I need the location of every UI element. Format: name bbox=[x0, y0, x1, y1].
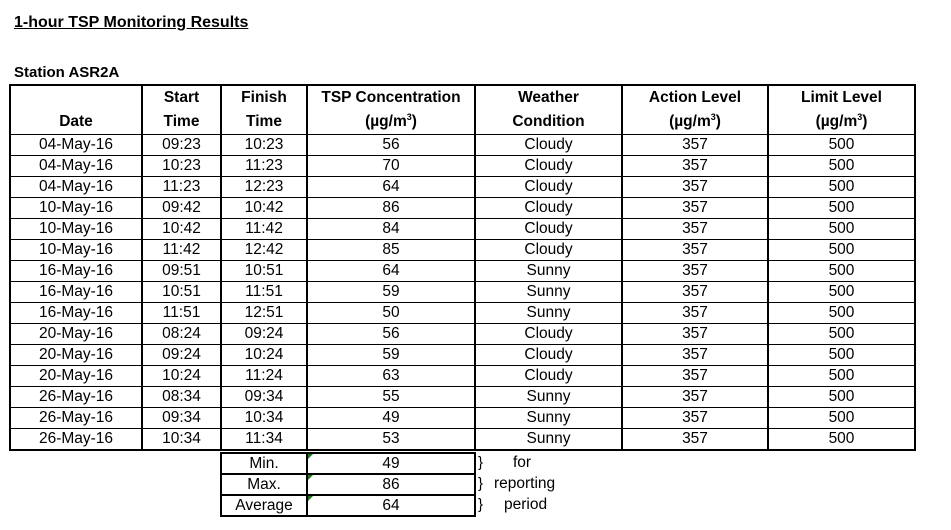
table-row bbox=[10, 261, 915, 282]
tsp-value-cell: 59 bbox=[307, 345, 475, 366]
table-row bbox=[10, 324, 915, 345]
date-cell: 20-May-16 bbox=[10, 324, 142, 345]
action-level-cell: 357 bbox=[622, 366, 768, 387]
limit-level-cell: 500 bbox=[768, 408, 915, 429]
start-time-cell: 10:51 bbox=[142, 282, 221, 303]
limit-level-cell: 500 bbox=[768, 219, 915, 240]
date-cell: 16-May-16 bbox=[10, 303, 142, 324]
finish-time-cell: 10:23 bbox=[221, 135, 307, 156]
summary-row bbox=[221, 495, 475, 516]
action-level-cell: 357 bbox=[622, 303, 768, 324]
date-cell: 20-May-16 bbox=[10, 366, 142, 387]
brace-symbol: } bbox=[478, 475, 484, 492]
tsp-value-cell: 49 bbox=[307, 408, 475, 429]
start-time-cell: 11:23 bbox=[142, 177, 221, 198]
note-reporting: reporting bbox=[494, 475, 556, 492]
header-date: Date bbox=[10, 85, 142, 135]
start-time-cell: 11:51 bbox=[142, 303, 221, 324]
start-time-cell: 08:24 bbox=[142, 324, 221, 345]
limit-level-cell: 500 bbox=[768, 198, 915, 219]
finish-time-cell: 09:24 bbox=[221, 324, 307, 345]
tsp-value-cell: 86 bbox=[307, 198, 475, 219]
start-time-cell: 11:42 bbox=[142, 240, 221, 261]
summary-label: Min. bbox=[221, 453, 307, 474]
limit-level-cell: 500 bbox=[768, 261, 915, 282]
tsp-value-cell: 56 bbox=[307, 324, 475, 345]
tsp-value-cell: 50 bbox=[307, 303, 475, 324]
date-cell: 20-May-16 bbox=[10, 345, 142, 366]
header-limit-level: Limit Level $(\mu g/m^3)$ bbox=[768, 85, 915, 135]
date-cell: 10-May-16 bbox=[10, 240, 142, 261]
tsp-value-cell: 64 bbox=[307, 261, 475, 282]
limit-level-cell: 500 bbox=[768, 387, 915, 408]
finish-time-cell: 10:51 bbox=[221, 261, 307, 282]
note-for: for bbox=[513, 454, 532, 471]
weather-cell: Cloudy bbox=[475, 135, 622, 156]
weather-cell: Cloudy bbox=[475, 198, 622, 219]
finish-time-cell: 11:24 bbox=[221, 366, 307, 387]
table-row bbox=[10, 198, 915, 219]
brace-symbol: } bbox=[478, 454, 484, 471]
summary-row bbox=[221, 474, 475, 495]
weather-cell: Cloudy bbox=[475, 177, 622, 198]
table-row bbox=[10, 156, 915, 177]
start-time-cell: 09:42 bbox=[142, 198, 221, 219]
weather-cell: Sunny bbox=[475, 387, 622, 408]
header-finish-time: Finish Time bbox=[221, 85, 307, 135]
table-row bbox=[10, 429, 915, 451]
date-cell: 16-May-16 bbox=[10, 282, 142, 303]
finish-time-cell: 11:51 bbox=[221, 282, 307, 303]
monitoring-results-table bbox=[9, 84, 916, 451]
finish-time-cell: 10:34 bbox=[221, 408, 307, 429]
action-level-cell: 357 bbox=[622, 156, 768, 177]
start-time-cell: 10:42 bbox=[142, 219, 221, 240]
header-action-level: Action Level $(\mu g/m^3)$ bbox=[622, 85, 768, 135]
start-time-cell: 09:23 bbox=[142, 135, 221, 156]
finish-time-cell: 09:34 bbox=[221, 387, 307, 408]
table-body bbox=[10, 135, 915, 451]
tsp-value-cell: 84 bbox=[307, 219, 475, 240]
tsp-value-cell: 56 bbox=[307, 135, 475, 156]
table-row bbox=[10, 219, 915, 240]
summary-value: 49 bbox=[307, 453, 475, 474]
date-cell: 04-May-16 bbox=[10, 135, 142, 156]
summary-value: 86 bbox=[307, 474, 475, 495]
table-header-row bbox=[10, 85, 915, 135]
action-level-cell: 357 bbox=[622, 429, 768, 451]
start-time-cell: 09:24 bbox=[142, 345, 221, 366]
header-tsp-concentration: TSP Concentration $(\mu g/m^3)$ bbox=[307, 85, 475, 135]
weather-cell: Cloudy bbox=[475, 240, 622, 261]
tsp-value-cell: 64 bbox=[307, 177, 475, 198]
weather-cell: Cloudy bbox=[475, 366, 622, 387]
table-row bbox=[10, 303, 915, 324]
action-level-cell: 357 bbox=[622, 324, 768, 345]
date-cell: 26-May-16 bbox=[10, 408, 142, 429]
finish-time-cell: 12:42 bbox=[221, 240, 307, 261]
limit-level-cell: 500 bbox=[768, 177, 915, 198]
station-label: Station ASR2A bbox=[14, 64, 120, 81]
action-level-cell: 357 bbox=[622, 219, 768, 240]
limit-level-cell: 500 bbox=[768, 135, 915, 156]
date-cell: 10-May-16 bbox=[10, 219, 142, 240]
limit-level-cell: 500 bbox=[768, 303, 915, 324]
weather-cell: Cloudy bbox=[475, 345, 622, 366]
action-level-cell: 357 bbox=[622, 198, 768, 219]
tsp-value-cell: 53 bbox=[307, 429, 475, 451]
action-level-cell: 357 bbox=[622, 282, 768, 303]
finish-time-cell: 10:42 bbox=[221, 198, 307, 219]
finish-time-cell: 12:23 bbox=[221, 177, 307, 198]
finish-time-cell: 12:51 bbox=[221, 303, 307, 324]
tsp-value-cell: 70 bbox=[307, 156, 475, 177]
table-row bbox=[10, 240, 915, 261]
weather-cell: Sunny bbox=[475, 261, 622, 282]
header-start-time: Start Time bbox=[142, 85, 221, 135]
weather-cell: Sunny bbox=[475, 408, 622, 429]
weather-cell: Cloudy bbox=[475, 156, 622, 177]
weather-cell: Sunny bbox=[475, 429, 622, 451]
tsp-value-cell: 55 bbox=[307, 387, 475, 408]
limit-level-cell: 500 bbox=[768, 156, 915, 177]
date-cell: 04-May-16 bbox=[10, 177, 142, 198]
weather-cell: Cloudy bbox=[475, 219, 622, 240]
table-row bbox=[10, 282, 915, 303]
limit-level-cell: 500 bbox=[768, 282, 915, 303]
weather-cell: Sunny bbox=[475, 303, 622, 324]
table-row bbox=[10, 345, 915, 366]
table-row bbox=[10, 366, 915, 387]
limit-level-cell: 500 bbox=[768, 429, 915, 451]
start-time-cell: 10:34 bbox=[142, 429, 221, 451]
header-weather-condition: Weather Condition bbox=[475, 85, 622, 135]
table-row bbox=[10, 387, 915, 408]
date-cell: 16-May-16 bbox=[10, 261, 142, 282]
finish-time-cell: 11:23 bbox=[221, 156, 307, 177]
start-time-cell: 10:24 bbox=[142, 366, 221, 387]
action-level-cell: 357 bbox=[622, 135, 768, 156]
note-period: period bbox=[504, 496, 548, 513]
action-level-cell: 357 bbox=[622, 345, 768, 366]
summary-row bbox=[221, 453, 475, 474]
action-level-cell: 357 bbox=[622, 387, 768, 408]
summary-label: Average bbox=[221, 495, 307, 516]
action-level-cell: 357 bbox=[622, 240, 768, 261]
brace-symbol: } bbox=[478, 496, 484, 513]
weather-cell: Sunny bbox=[475, 282, 622, 303]
tsp-value-cell: 85 bbox=[307, 240, 475, 261]
date-cell: 26-May-16 bbox=[10, 387, 142, 408]
date-cell: 04-May-16 bbox=[10, 156, 142, 177]
start-time-cell: 09:34 bbox=[142, 408, 221, 429]
date-cell: 10-May-16 bbox=[10, 198, 142, 219]
limit-level-cell: 500 bbox=[768, 240, 915, 261]
limit-level-cell: 500 bbox=[768, 345, 915, 366]
start-time-cell: 09:51 bbox=[142, 261, 221, 282]
date-cell: 26-May-16 bbox=[10, 429, 142, 451]
summary-value: 64 bbox=[307, 495, 475, 516]
summary-label: Max. bbox=[221, 474, 307, 495]
action-level-cell: 357 bbox=[622, 408, 768, 429]
finish-time-cell: 10:24 bbox=[221, 345, 307, 366]
tsp-value-cell: 59 bbox=[307, 282, 475, 303]
table-row bbox=[10, 408, 915, 429]
action-level-cell: 357 bbox=[622, 261, 768, 282]
limit-level-cell: 500 bbox=[768, 324, 915, 345]
start-time-cell: 10:23 bbox=[142, 156, 221, 177]
report-title: 1-hour TSP Monitoring Results bbox=[14, 14, 249, 31]
tsp-value-cell: 63 bbox=[307, 366, 475, 387]
finish-time-cell: 11:34 bbox=[221, 429, 307, 451]
start-time-cell: 08:34 bbox=[142, 387, 221, 408]
finish-time-cell: 11:42 bbox=[221, 219, 307, 240]
limit-level-cell: 500 bbox=[768, 366, 915, 387]
table-row bbox=[10, 177, 915, 198]
summary-table bbox=[220, 452, 476, 517]
weather-cell: Cloudy bbox=[475, 324, 622, 345]
action-level-cell: 357 bbox=[622, 177, 768, 198]
table-row bbox=[10, 135, 915, 156]
